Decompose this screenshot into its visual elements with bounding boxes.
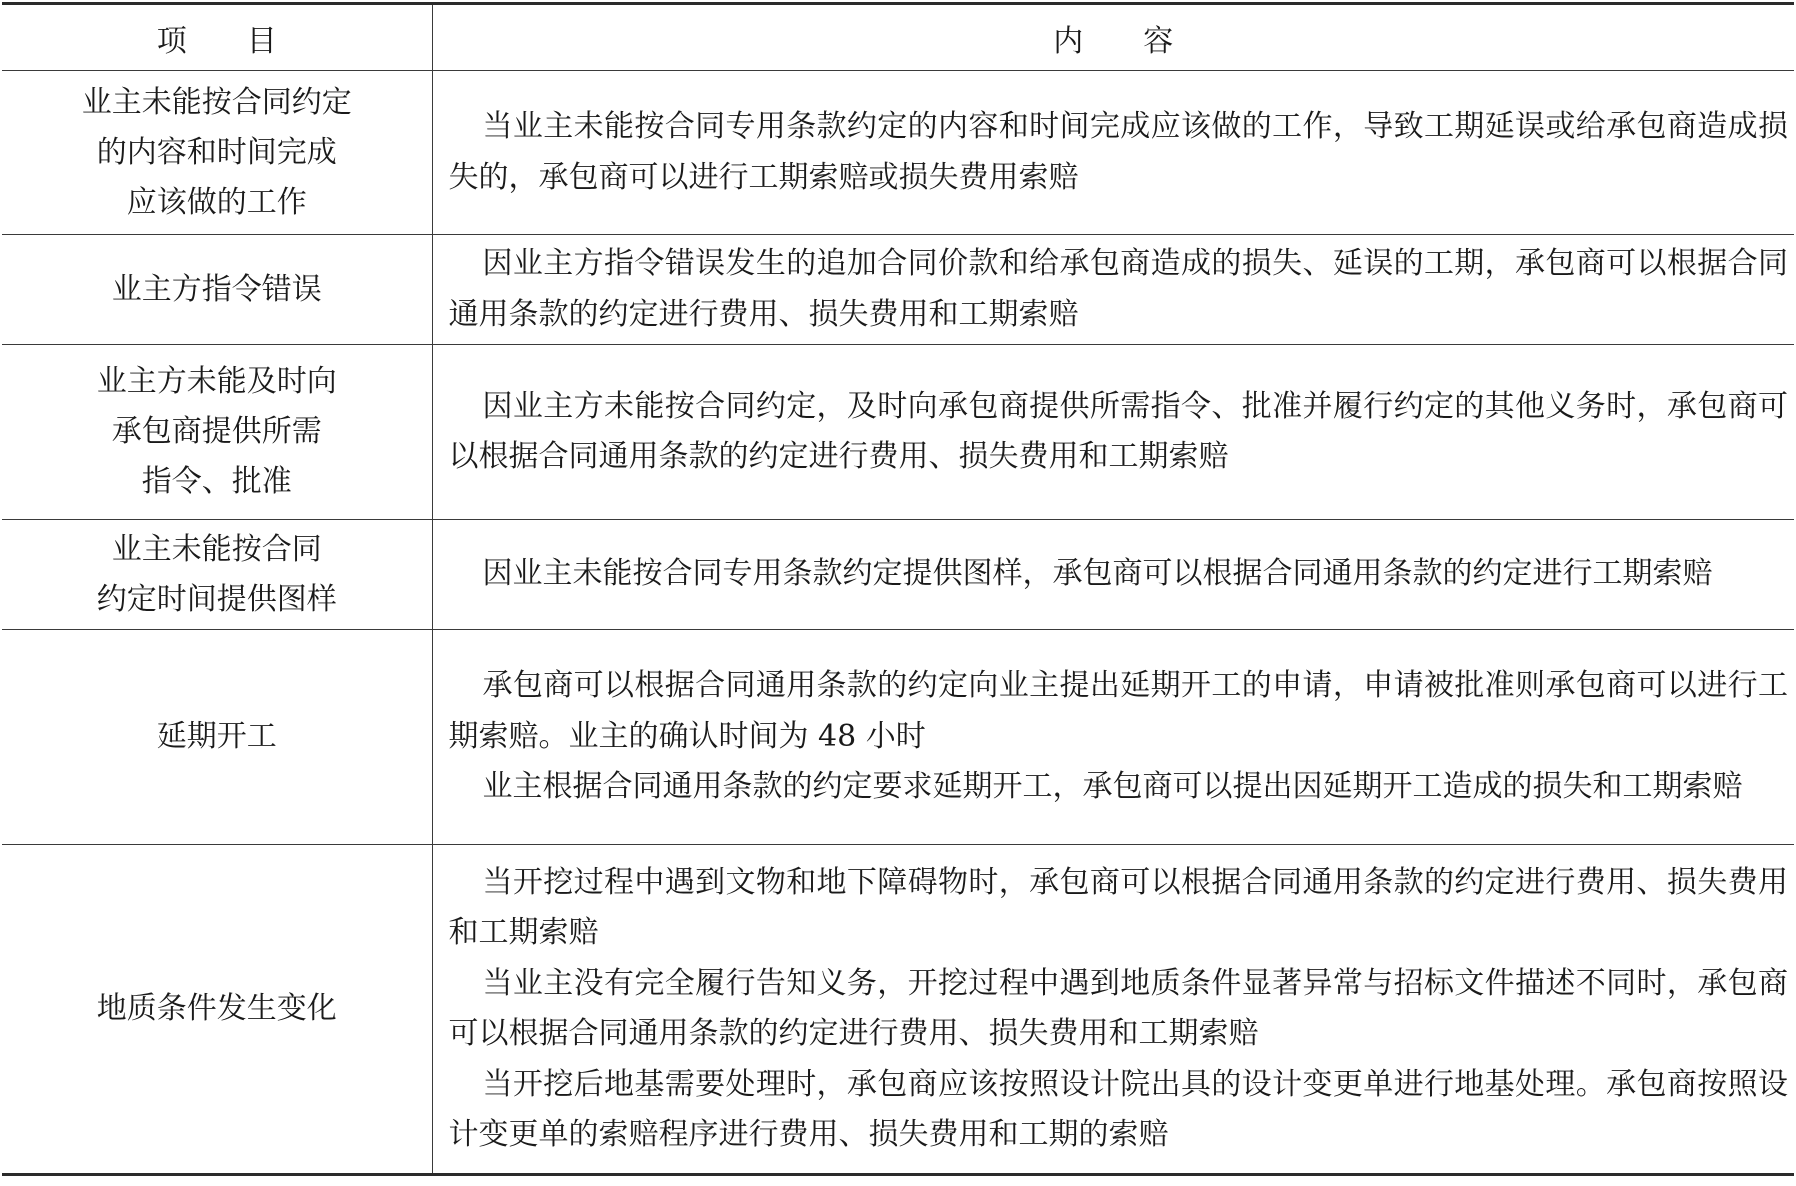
item-line: 业主未能按合同约定: [81, 84, 352, 120]
item-line: 指令、批准: [141, 464, 292, 499]
table-header-row: [2, 4, 1794, 71]
claims-table: [2, 2, 1794, 1176]
item-cell: [2, 520, 432, 630]
table-row: [2, 345, 1794, 520]
item-line: 地质条件发生变化: [96, 991, 337, 1026]
content-cell: [432, 71, 1794, 235]
item-line: 承包商提供所需: [111, 414, 322, 449]
content-paragraph: 业主根据合同通用条款的约定要求延期开工，承包商可以提出因延期开工造成的损失和工期索赔: [482, 769, 1743, 805]
item-cell: [2, 345, 432, 520]
content-cell: [432, 845, 1794, 1175]
header-item: 项 目: [2, 4, 432, 71]
content-cell: [432, 345, 1794, 520]
content-paragraph: 当开挖后地基需要处理时，承包商应该按照设计院出具的设计变更单进行地基处理。承包商按照设计变更单的索赔程序进行费用、损失费用和工期的索赔: [448, 1066, 1788, 1152]
header-content: 内 容: [432, 4, 1794, 71]
table-row: [2, 630, 1794, 845]
item-cell: [2, 235, 432, 345]
item-cell: [2, 845, 432, 1175]
content-paragraph: 当业主没有完全履行告知义务，开挖过程中遇到地质条件显著异常与招标文件描述不同时，承包商可以根据合同通用条款的约定进行费用、损失费用和工期索赔: [448, 965, 1788, 1051]
table-row: [2, 235, 1794, 345]
content-paragraph: 当业主未能按合同专用条款约定的内容和时间完成应该做的工作，导致工期延误或给承包商造成损失的，承包商可以进行工期索赔或损失费用索赔: [448, 109, 1788, 195]
item-line: 业主未能按合同: [111, 531, 322, 567]
item-line: 的内容和时间完成: [96, 134, 337, 170]
table-row: [2, 71, 1794, 235]
item-line: 应该做的工作: [126, 184, 307, 220]
content-cell: [432, 630, 1794, 845]
table-row: [2, 845, 1794, 1175]
content-cell: [432, 520, 1794, 630]
item-line: 业主方未能及时向: [96, 364, 337, 399]
content-paragraph: 因业主方未能按合同约定，及时向承包商提供所需指令、批准并履行约定的其他义务时，承包商可以根据合同通用条款的约定进行费用、损失费用和工期索赔: [448, 388, 1788, 474]
item-line: 延期开工: [156, 719, 277, 754]
item-line: 业主方指令错误: [111, 271, 322, 307]
content-paragraph: 因业主方指令错误发生的追加合同价款和给承包商造成的损失、延误的工期，承包商可以根据合同通用条款的约定进行费用、损失费用和工期索赔: [448, 246, 1788, 332]
content-paragraph: 因业主未能按合同专用条款约定提供图样，承包商可以根据合同通用条款的约定进行工期索赔: [482, 556, 1713, 592]
item-cell: [2, 630, 432, 845]
item-line: 约定时间提供图样: [96, 581, 337, 617]
content-paragraph: 承包商可以根据合同通用条款的约定向业主提出延期开工的申请，申请被批准则承包商可以进行工期索赔。业主的确认时间为 48 小时: [448, 668, 1788, 754]
content-cell: [432, 235, 1794, 345]
item-cell: [2, 71, 432, 235]
table-row: [2, 520, 1794, 630]
content-paragraph: 当开挖过程中遇到文物和地下障碍物时，承包商可以根据合同通用条款的约定进行费用、损失费用和工期索赔: [448, 864, 1788, 950]
